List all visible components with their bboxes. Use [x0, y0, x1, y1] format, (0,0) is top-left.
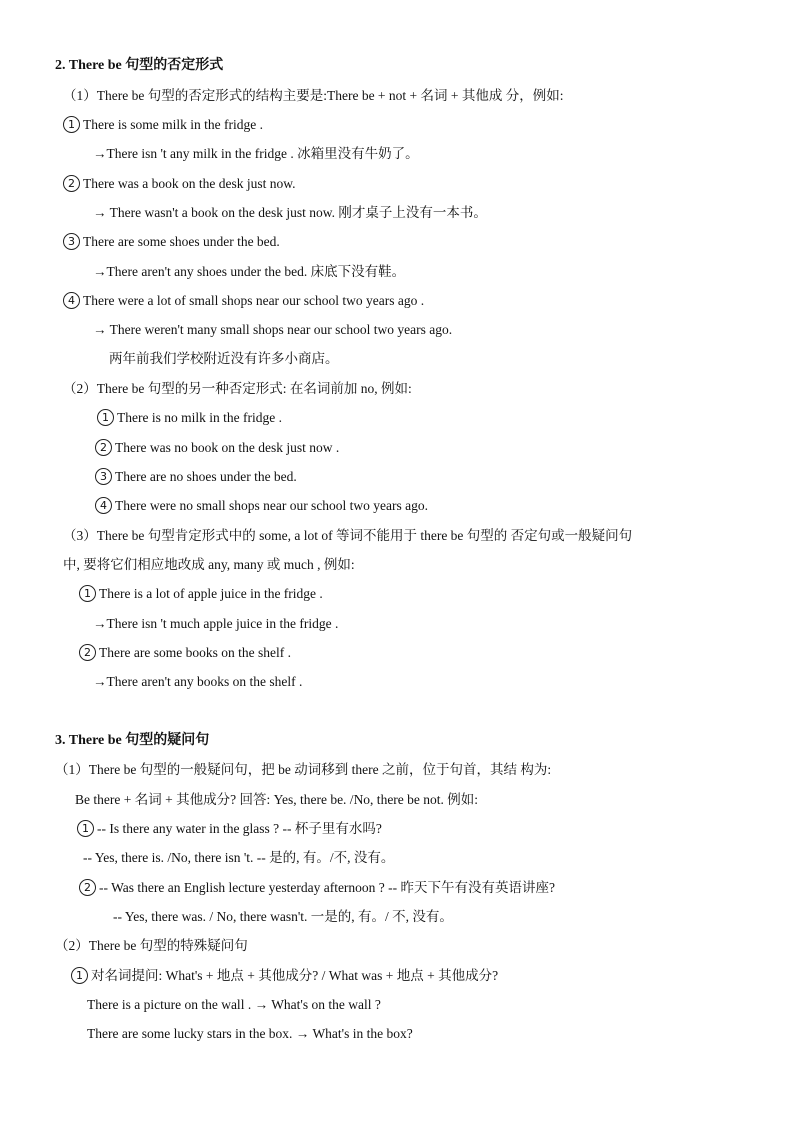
example-3-negative: →There aren't any shoes under the bed. 床底下没有鞋。	[93, 264, 406, 279]
section-3-structure: Be there + 名词 + 其他成分? 回答: Yes, there be. /No, there be not. 例如:	[75, 792, 479, 807]
circled-number: 1	[77, 820, 94, 837]
change-example-1-negative: →There isn 't much apple juice in the fridge .	[93, 616, 339, 631]
answer-example-1: -- Yes, there is. /No, there isn 't. -- 是的, 有。/不, 没有。	[83, 850, 395, 865]
example-4: 4 There were a lot of small shops near our school two years ago .	[63, 292, 424, 310]
change-example-2: 2 There are some books on the shelf .	[79, 644, 291, 662]
circled-number: 1	[79, 585, 96, 602]
section-3-paragraph-2: （2）There be 句型的特殊疑问句	[55, 938, 248, 953]
section-2-paragraph-3a: （3）There be 句型肯定形式中的 some, a lot of 等词不能用于 there be 句型的 否定句或一般疑问句	[63, 528, 633, 543]
change-example-2-negative: →There aren't any books on the shelf .	[93, 674, 303, 689]
circled-number: 2	[63, 175, 80, 192]
change-example-1: 1 There is a lot of apple juice in the fridge .	[79, 585, 323, 603]
no-example-3: 3 There are no shoes under the bed.	[95, 468, 297, 486]
section-2-title: 2. There be 句型的否定形式	[55, 58, 224, 73]
example-1-negative: →There isn 't any milk in the fridge . 冰箱里没有牛奶了。	[93, 146, 419, 161]
no-example-2: 2 There was no book on the desk just now .	[95, 439, 339, 457]
section-2-paragraph-3b: 中, 要将它们相应地改成 any, many 或 much , 例如:	[63, 557, 355, 572]
section-2-paragraph-2: （2）There be 句型的另一种否定形式: 在名词前加 no, 例如:	[63, 381, 412, 396]
example-1: 1 There is some milk in the fridge .	[63, 116, 263, 134]
no-example-4: 4 There were no small shops near our school two years ago.	[95, 497, 428, 515]
circled-number: 4	[95, 497, 112, 514]
question-example-2: 2 -- Was there an English lecture yesterday afternoon ? -- 昨天下午有没有英语讲座?	[79, 879, 555, 897]
circled-number: 2	[95, 439, 112, 456]
special-question-example-2: There are some lucky stars in the box. → What's in the box?	[87, 1026, 413, 1041]
special-question-rule: 1 对名词提问: What's + 地点 + 其他成分? / What was + 地点 + 其他成分?	[71, 967, 498, 985]
example-2-negative: → There wasn't a book on the desk just now. 刚才桌子上没有一本书。	[93, 205, 487, 220]
example-4-negative: → There weren't many small shops near our school two years ago.	[93, 322, 453, 337]
no-example-1: 1 There is no milk in the fridge .	[97, 409, 282, 427]
question-example-1: 1 -- Is there any water in the glass ? -- 杯子里有水吗?	[77, 820, 382, 838]
example-3: 3 There are some shoes under the bed.	[63, 233, 280, 251]
circled-number: 1	[63, 116, 80, 133]
circled-number: 3	[63, 233, 80, 250]
example-4-translation: 两年前我们学校附近没有许多小商店。	[109, 351, 339, 366]
circled-number: 1	[97, 409, 114, 426]
section-3-title: 3. There be 句型的疑问句	[55, 733, 210, 748]
circled-number: 3	[95, 468, 112, 485]
circled-number: 2	[79, 879, 96, 896]
circled-number: 1	[71, 967, 88, 984]
section-2-paragraph-1: （1）There be 句型的否定形式的结构主要是:There be + not + 名词 + 其他成 分，例如:	[63, 88, 564, 103]
special-question-example-1: There is a picture on the wall . → What's on the wall ?	[87, 997, 381, 1012]
answer-example-2: -- Yes, there was. / No, there wasn't. 一是的, 有。/ 不, 没有。	[113, 909, 453, 924]
section-3-paragraph-1: （1）There be 句型的一般疑问句，把 be 动词移到 there 之前，位于句首，其结 构为:	[55, 762, 552, 777]
circled-number: 2	[79, 644, 96, 661]
circled-number: 4	[63, 292, 80, 309]
example-2: 2 There was a book on the desk just now.	[63, 175, 295, 193]
